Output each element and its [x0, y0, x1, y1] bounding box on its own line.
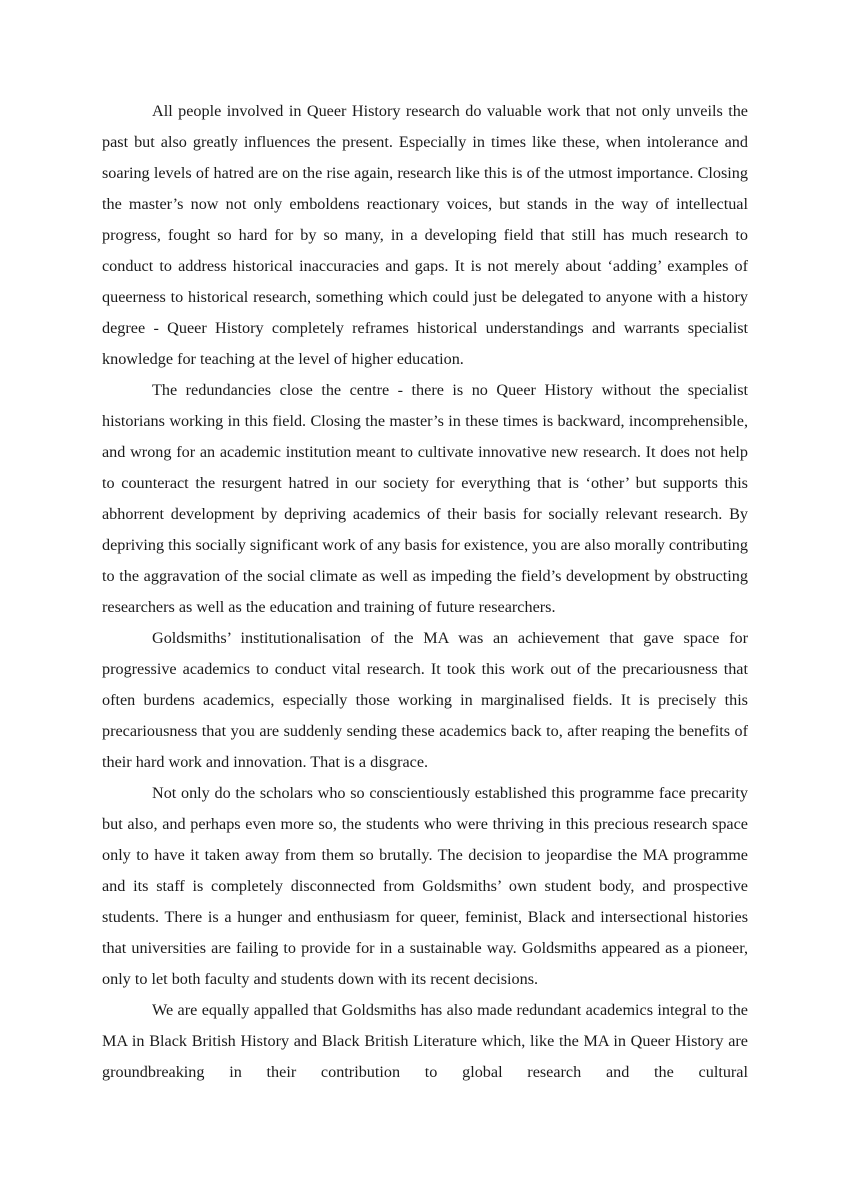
paragraph-students-precarity: Not only do the scholars who so conscientiously established this programme face precarity but also, and perhaps even more so, the students who were thriving in this precious research space only to have it taken away from them so brutally. The decision to jeopardise the MA programme and its staff is completely disconnected from Goldsmiths’ own student body, and prospective students. There is a hunger and enthusiasm for queer, feminist, Black and intersectional histories that universities are failing to provide for in a sustainable way. Goldsmiths appeared as a pioneer, only to let both faculty and students down with its recent decisions.	[102, 784, 748, 988]
paragraph-queer-history-value: All people involved in Queer History research do valuable work that not only unveils the past but also greatly influences the present. Especially in times like these, when intolerance and soaring levels of hatred are on the rise again, research like this is of the utmost importance. Closing the master’s now not only emboldens reactionary voices, but stands in the way of intellectual progress, fought so hard for by so many, in a developing field that still has much research to conduct to address historical inaccuracies and gaps. It is not merely about ‘adding’ examples of queerness to historical research, something which could just be delegated to anyone with a history degree - Queer History completely reframes historical understandings and warrants specialist knowledge for teaching at the level of higher education.	[102, 102, 748, 368]
paragraph-institutionalisation: Goldsmiths’ institutionalisation of the MA was an achievement that gave space for progressive academics to conduct vital research. It took this work out of the precariousness that often burdens academics, especially those working in marginalised fields. It is precisely this precariousness that you are suddenly sending these academics back to, after reaping the benefits of their hard work and innovation. That is a disgrace.	[102, 629, 748, 771]
letter-body	[102, 96, 748, 1088]
paragraph-redundancies: The redundancies close the centre - there is no Queer History without the specialist historians working in this field. Closing the master’s in these times is backward, incomprehensible, and wrong for an academic institution meant to cultivate innovative new research. It does not help to counteract the resurgent hatred in our society for everything that is ‘other’ but supports this abhorrent development by depriving academics of their basis for socially relevant research. By depriving this socially significant work of any basis for existence, you are also morally contributing to the aggravation of the social climate as well as impeding the field’s development by obstructing researchers as well as the education and training of future researchers.	[102, 381, 748, 616]
paragraph-black-british-history: We are equally appalled that Goldsmiths has also made redundant academics integral to the MA in Black British History and Black British Literature which, like the MA in Queer History are groundbreaking in their contribution to global research and the cultural	[102, 1001, 748, 1081]
